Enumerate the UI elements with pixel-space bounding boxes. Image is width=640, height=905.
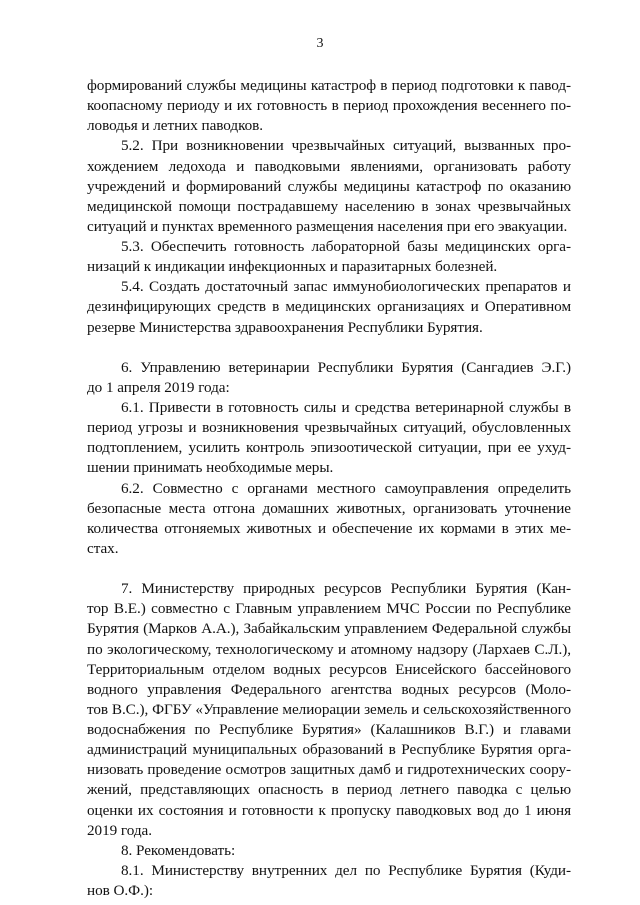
text-line: 2019 года.	[87, 822, 152, 839]
text-line: водоснабжения по Республике Бурятия» (Калашников В.Г.) и главами	[87, 721, 571, 738]
page-number: 3	[316, 36, 324, 51]
text-line: 5.2. При возникновении чрезвычайных ситуаций, вызванных про-	[121, 137, 571, 154]
text-line: стах.	[87, 540, 119, 557]
text-line: жений, представляющих опасность в период летнего паводка с целью	[87, 781, 571, 798]
text-line: Бурятия (Марков А.А.), Забайкальским управлением Федеральной службы	[87, 620, 571, 637]
text-line: ловодья и летних паводков.	[87, 117, 264, 134]
text-line: дезинфицирующих средств в медицинских организациях и Оперативном	[87, 298, 571, 315]
text-line: учреждений и формирований службы медицины катастроф по оказанию	[87, 178, 571, 195]
text-line: до 1 апреля 2019 года:	[87, 379, 230, 396]
text-line: шении принимать необходимые меры.	[87, 459, 334, 476]
text-line: ситуаций и пунктах временного размещения населения при его эвакуации.	[87, 218, 568, 235]
text-line: 6.2. Совместно с органами местного самоуправления определить	[121, 480, 571, 497]
text-line: формирований службы медицины катастроф в период подготовки к павод-	[87, 77, 571, 94]
text-line: хождением ледохода и паводковыми явлениями, организовать работу	[87, 158, 571, 175]
text-line: 8.1. Министерству внутренних дел по Республике Бурятия (Куди-	[121, 862, 571, 879]
text-line: низаций к индикации инфекционных и паразитарных болезней.	[87, 258, 498, 275]
text-line: 8. Рекомендовать:	[121, 842, 236, 859]
text-line: коопасному периоду и их готовность в период прохождения весеннего по-	[87, 97, 571, 114]
text-line: количества отгоняемых животных и обеспечение их кормами в этих ме-	[87, 520, 571, 537]
text-line: тов В.С.), ФГБУ «Управление мелиорации земель и сельскохозяйственного	[87, 701, 571, 718]
text-line: 6. Управлению ветеринарии Республики Бурятия (Сангадиев Э.Г.)	[121, 359, 571, 376]
text-line: низовать проведение осмотров защитных дамб и гидротехнических соору-	[87, 761, 571, 778]
text-line: резерве Министерства здравоохранения Республики Бурятия.	[87, 319, 483, 336]
text-line: водного управления Федерального агентства водных ресурсов (Моло-	[87, 681, 571, 698]
text-line: медицинской помощи пострадавшему населению в зонах чрезвычайных	[87, 198, 571, 215]
text-line: 5.4. Создать достаточный запас иммунобиологических препаратов и	[121, 278, 571, 295]
text-line: 6.1. Привести в готовность силы и средства ветеринарной службы в	[121, 399, 571, 416]
text-line: 5.3. Обеспечить готовность лабораторной базы медицинских орга-	[121, 238, 571, 255]
text-line: период угрозы и возникновения чрезвычайных ситуаций, обусловленных	[87, 419, 571, 436]
text-line: подтоплением, усилить контроль эпизоотической ситуации, при ее ухуд-	[87, 439, 571, 456]
text-line: 7. Министерству природных ресурсов Республики Бурятия (Кан-	[121, 580, 571, 597]
text-line: нов О.Ф.):	[87, 882, 154, 899]
text-line: по экологическому, технологическому и атомному надзору (Лархаев С.Л.),	[87, 641, 571, 658]
text-line: тор В.Е.) совместно с Главным управлением МЧС России по Республике	[87, 600, 571, 617]
text-line: администраций муниципальных образований в Республике Бурятия орга-	[87, 741, 571, 758]
text-line: Территориальным отделом водных ресурсов Енисейского бассейнового	[87, 661, 571, 678]
text-line: безопасные места отгона домашних животных, организовать уточнение	[87, 500, 571, 517]
text-line: оценки их состояния и готовности к пропуску паводковых вод до 1 июня	[87, 802, 571, 819]
